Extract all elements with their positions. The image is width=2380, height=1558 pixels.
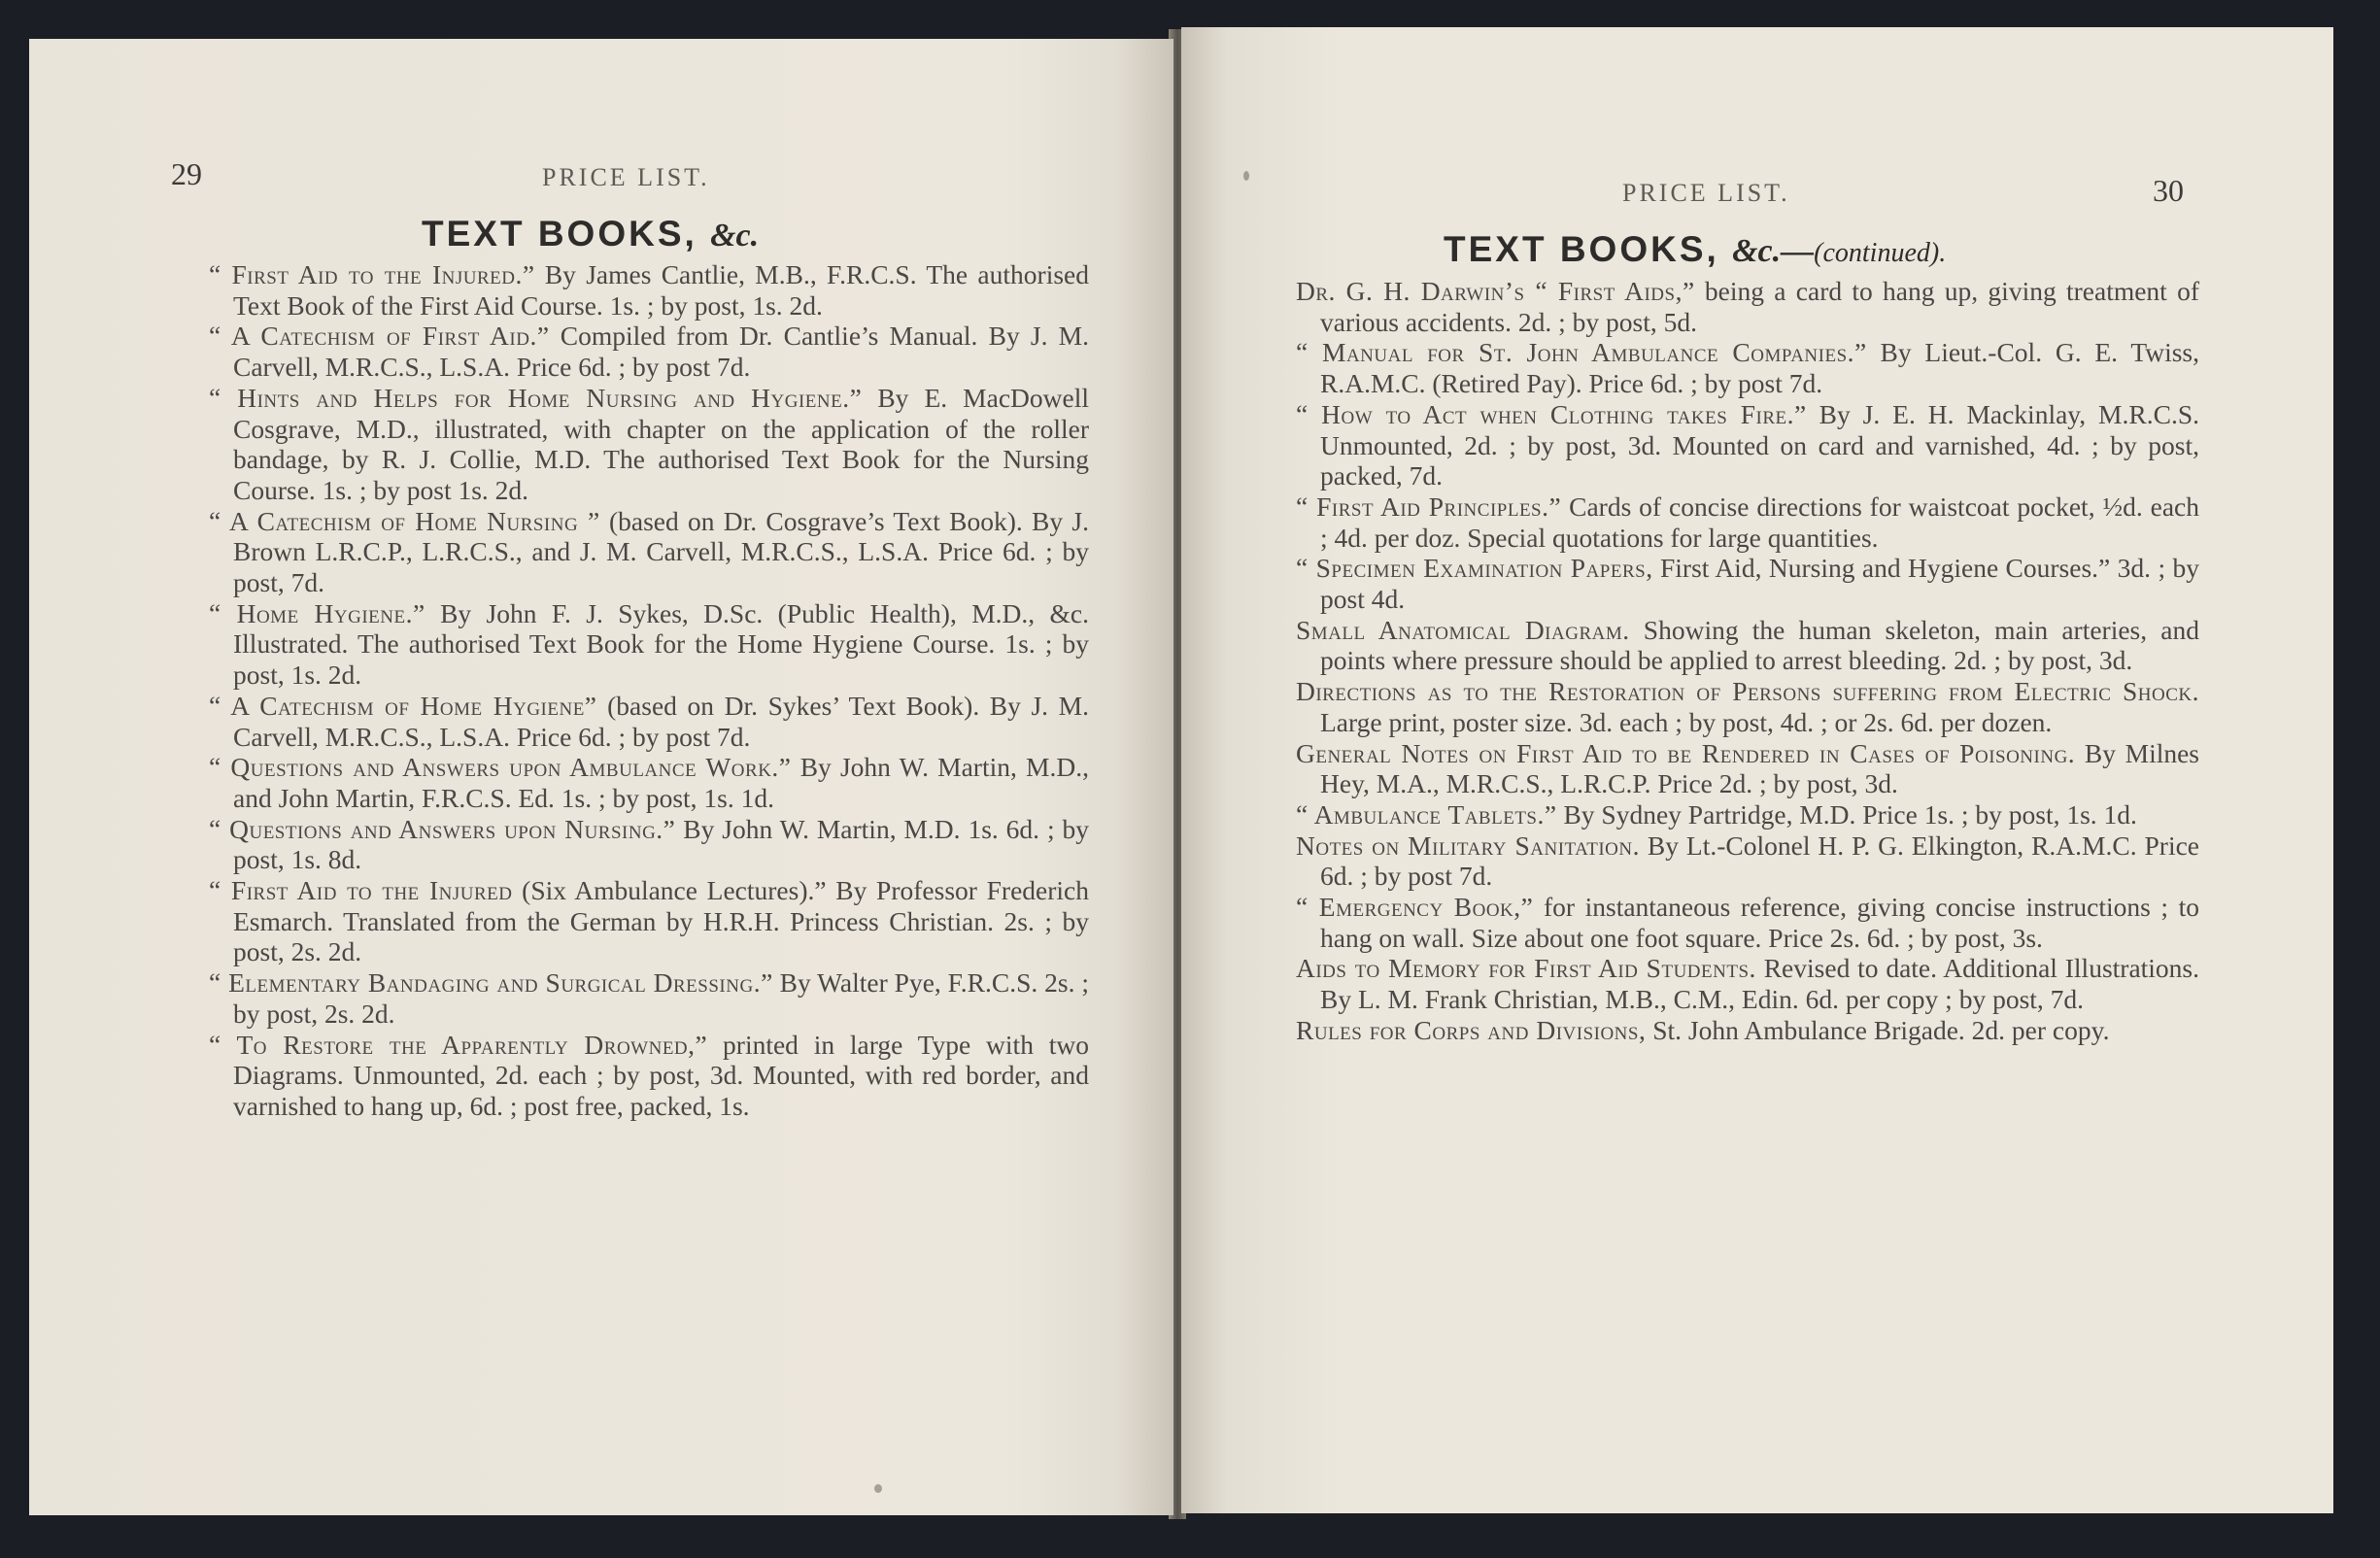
entry-title: “ Hints and Helps for Home Nursing and Hygiene.” (209, 382, 863, 413)
list-item (209, 321, 1089, 382)
entry-title: “ Elementary Bandaging and Surgical Dressing.” (209, 967, 773, 999)
section-title (422, 214, 759, 254)
title-continued: (continued). (1814, 238, 1947, 268)
entry-details: By James Cantlie, M.B., F.R.C.S. The authorised Text Book of the First Aid Course. 1s. ; by post, 1s. 2d. (233, 259, 1089, 321)
entry-details: (based on Dr. Sykes’ Text Book). By J. M. Carvell, M.R.C.S., L.S.A. Price 6d. ; by post 7d. (233, 690, 1089, 752)
entry-title: “ Questions and Answers upon Nursing.” (209, 813, 676, 844)
entry-title: “ Emergency Book,” (1296, 892, 1534, 923)
entry-details: By John F. J. Sykes, D.Sc. (Public Health), M.D., &c. Illustrated. The authorised Text Book for the Home Hygiene Course. 1s. ; by post, 1s. 2d. (233, 597, 1089, 691)
page-number: 29 (171, 156, 202, 191)
entry-title: “ Manual for St. John Ambulance Companies.” (1296, 337, 1867, 368)
entry-details: Cards of concise directions for waistcoat pocket, ½d. each ; 4d. per doz. Special quotations for large quantities. (1320, 491, 2199, 553)
list-item (1296, 276, 2199, 337)
entry-title: Directions as to the Restoration of Persons suffering from Electric Shock. (1296, 676, 2199, 707)
list-item (209, 875, 1089, 967)
entry-title: Dr. G. H. Darwin’s “ First Aids,” (1296, 276, 1695, 306)
entry-details: By E. MacDowell Cosgrave, M.D., illustrated, with chapter on the application of the roller bandage, by R. J. Collie, M.D. The authorised Text Book for the Nursing Course. 1s. ; by post 1s. 2d. (233, 382, 1089, 505)
entry-details: First Aid, Nursing and Hygiene Courses.” 3d. ; by post 4d. (1320, 553, 2199, 615)
entry-details: being a card to hang up, giving treatment of various accidents. 2d. ; by post, 5d. (1320, 276, 2199, 337)
entry-details: Showing the human skeleton, main arteries, and points where pressure should be applied to arrest bleeding. 2d. ; by post, 3d. (1320, 614, 2199, 676)
entry-details: Large print, poster size. 3d. each ; by post, 4d. ; or 2s. 6d. per dozen. (1320, 706, 2053, 737)
entry-title: “ Home Hygiene.” (209, 597, 425, 628)
running-head: PRICE LIST. (1622, 179, 1790, 207)
list-item (209, 598, 1089, 691)
entry-details: printed in large Type with two Diagrams. Unmounted, 2d. each ; by post, 3d. Mounted, with red border, and varnished to hang up, 6d. ; post free, packed, 1s. (233, 1029, 1089, 1121)
title-suffix: &c.— (1732, 233, 1815, 269)
list-item (1296, 491, 2199, 553)
list-item (1296, 892, 2199, 953)
list-item (209, 814, 1089, 875)
list-item (1296, 830, 2199, 892)
title-suffix: &c. (710, 218, 760, 254)
list-item (1296, 738, 2199, 799)
title-text: TEXT BOOKS, (422, 214, 697, 254)
ink-mark (1243, 171, 1249, 181)
list-item (209, 691, 1089, 752)
entry-title: “ A Catechism of Home Nursing ” (209, 505, 600, 536)
entry-details: By Milnes Hey, M.A., M.R.C.S., L.R.C.P. Price 2d. ; by post, 3d. (1320, 737, 2200, 799)
running-head: PRICE LIST. (542, 163, 710, 191)
entry-details: By Sydney Partridge, M.D. Price 1s. ; by post, 1s. 1d. (1556, 798, 2137, 830)
entry-title: General Notes on First Aid to be Rendered in Cases of Poisoning. (1296, 737, 2076, 768)
left-page (29, 39, 1173, 1515)
entry-title: “ First Aid to the Injured.” (209, 259, 535, 289)
entry-details: By J. E. H. Mackinlay, M.R.C.S. Unmounted, 2d. ; by post, 3d. Mounted on card and varnished, 4d. ; by post, packed, 7d. (1320, 398, 2199, 491)
list-item (209, 752, 1089, 813)
ink-mark (874, 1484, 882, 1493)
entry-details: (Six Ambulance Lectures).” By Professor Frederich Esmarch. Translated from the German by H.R.H. Princess Christian. 2s. ; by post, 2s. 2d. (233, 875, 1090, 967)
entry-details: By Walter Pye, F.R.C.S. 2s. ; by post, 2s. 2d. (233, 967, 1089, 1029)
title-text: TEXT BOOKS, (1444, 229, 1719, 269)
list-item (1296, 953, 2199, 1014)
list-item (1296, 337, 2199, 398)
list-item (1296, 399, 2199, 491)
entry-details: (based on Dr. Cosgrave’s Text Book). By J. Brown L.R.C.P., L.R.C.S., and J. M. Carvell, M.R.C.S., L.S.A. Price 6d. ; by post, 7d. (233, 505, 1089, 598)
list-item (1296, 676, 2199, 737)
list-item (1296, 799, 2199, 830)
entry-title: Notes on Military Sanitation. (1296, 830, 1640, 861)
entry-title: Aids to Memory for First Aid Students. (1296, 953, 1756, 984)
entry-details: St. John Ambulance Brigade. 2d. per copy. (1646, 1014, 2110, 1045)
entry-title: “ First Aid Principles.” (1296, 491, 1562, 522)
list-item (1296, 553, 2199, 614)
list-item (209, 1030, 1089, 1122)
entry-details: for instantaneous reference, giving concise instructions ; to hang on wall. Size about one foot square. Price 2s. 6d. ; by post, 3s. (1320, 892, 2199, 953)
price-list-entries (209, 259, 1089, 1122)
entry-title: “ A Catechism of First Aid.” (209, 321, 550, 352)
list-item (1296, 1015, 2199, 1046)
list-item (209, 967, 1089, 1029)
entry-title: “ First Aid to the Injured (209, 875, 513, 906)
entry-title: “ A Catechism of Home Hygiene” (209, 690, 597, 721)
right-page (1181, 27, 2333, 1513)
entry-title: Small Anatomical Diagram. (1296, 614, 1630, 645)
list-item (1296, 615, 2199, 676)
entry-details: Compiled from Dr. Cantlie’s Manual. By J. M. Carvell, M.R.C.S., L.S.A. Price 6d. ; by post 7d. (233, 321, 1089, 383)
list-item (209, 506, 1089, 598)
entry-title: “ How to Act when Clothing takes Fire.” (1296, 398, 1807, 429)
entry-title: “ Questions and Answers upon Ambulance Work.” (209, 752, 792, 783)
price-list-entries (1296, 276, 2199, 1046)
entry-details: By John W. Martin, M.D. 1s. 6d. ; by post, 1s. 8d. (233, 813, 1089, 875)
list-item (209, 259, 1089, 321)
entry-details: By Lieut.-Col. G. E. Twiss, R.A.M.C. (Retired Pay). Price 6d. ; by post 7d. (1320, 337, 2199, 399)
entry-title: Rules for Corps and Divisions, (1296, 1014, 1647, 1045)
entry-details: Revised to date. Additional Illustrations. By L. M. Frank Christian, M.B., C.M., Edin. 6d. per copy ; by post, 7d. (1320, 953, 2200, 1015)
entry-title: “ Specimen Examination Papers, (1296, 553, 1653, 584)
page-number: 30 (2153, 173, 2184, 208)
section-title (1444, 229, 1946, 270)
entry-details: By Lt.-Colonel H. P. G. Elkington, R.A.M.C. Price 6d. ; by post 7d. (1320, 830, 2200, 892)
entry-details: By John W. Martin, M.D., and John Martin, F.R.C.S. Ed. 1s. ; by post, 1s. 1d. (233, 752, 1089, 813)
list-item (209, 383, 1089, 506)
entry-title: “ Ambulance Tablets.” (1296, 798, 1557, 830)
entry-title: “ To Restore the Apparently Drowned,” (209, 1029, 708, 1060)
